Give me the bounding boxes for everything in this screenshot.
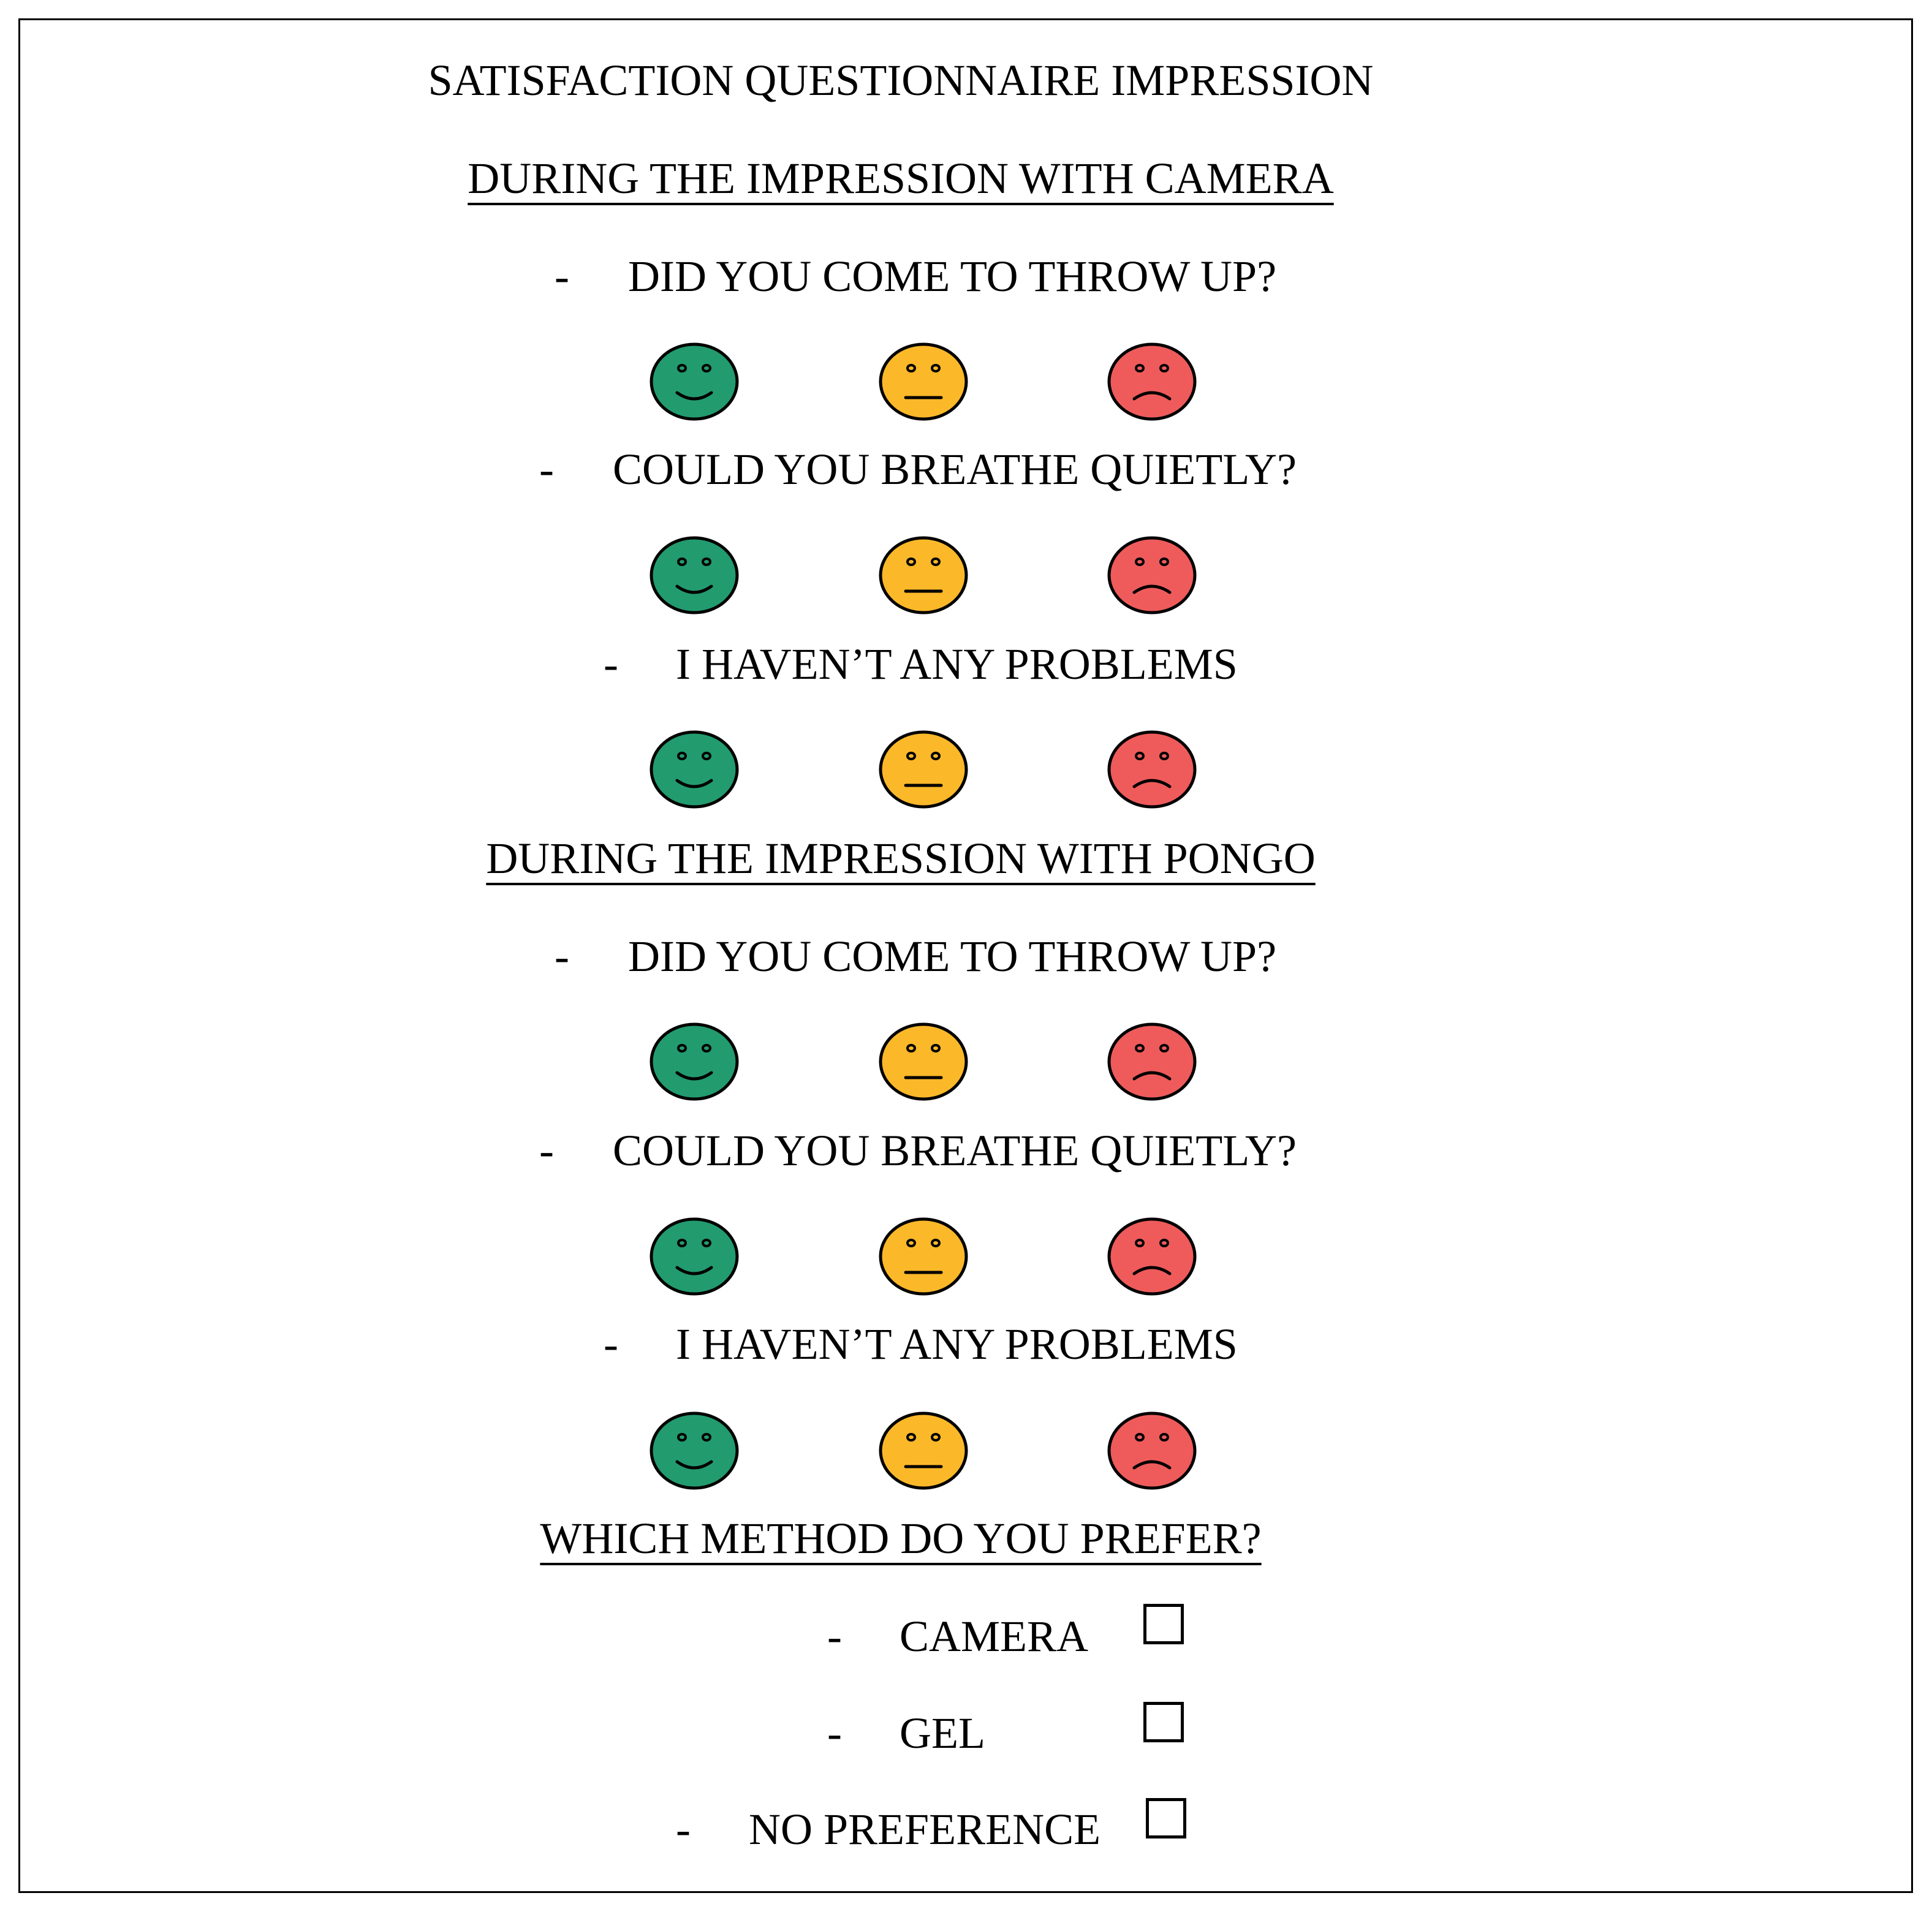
section-heading-pongo: DURING THE IMPRESSION WITH PONGO (486, 834, 1316, 883)
option-label-gel: GEL (900, 1709, 985, 1758)
happy-face-icon[interactable] (648, 1410, 740, 1491)
sad-face-icon[interactable] (1106, 1216, 1198, 1297)
option-label-no-preference: NO PREFERENCE (749, 1805, 1101, 1854)
neutral-face-icon[interactable] (877, 341, 969, 422)
question-text: COULD YOU BREATHE QUIETLY? (613, 445, 1297, 494)
happy-face-icon[interactable] (648, 535, 740, 616)
section-heading-camera: DURING THE IMPRESSION WITH CAMERA (468, 154, 1334, 203)
neutral-face-icon[interactable] (877, 729, 969, 810)
neutral-face-icon[interactable] (877, 1021, 969, 1102)
sad-face-icon[interactable] (1106, 535, 1198, 616)
checkbox-no-preference[interactable] (1146, 1798, 1186, 1838)
happy-face-icon[interactable] (648, 1216, 740, 1297)
option-label-camera: CAMERA (900, 1612, 1089, 1661)
sad-face-icon[interactable] (1106, 729, 1198, 810)
question-dash: - (539, 445, 554, 494)
question-dash: - (604, 1320, 618, 1369)
neutral-face-icon[interactable] (877, 535, 969, 616)
question-dash: - (555, 252, 569, 301)
question-text: DID YOU COME TO THROW UP? (628, 932, 1277, 981)
question-text: COULD YOU BREATHE QUIETLY? (613, 1126, 1297, 1175)
question-text: DID YOU COME TO THROW UP? (628, 252, 1277, 301)
option-dash: - (827, 1709, 842, 1758)
question-dash: - (539, 1126, 554, 1175)
questionnaire-title: SATISFACTION QUESTIONNAIRE IMPRESSION (428, 56, 1374, 105)
checkbox-camera[interactable] (1143, 1604, 1184, 1644)
question-dash: - (555, 932, 569, 981)
option-dash: - (676, 1805, 691, 1854)
happy-face-icon[interactable] (648, 1021, 740, 1102)
question-text: I HAVEN’T ANY PROBLEMS (676, 1320, 1238, 1369)
sad-face-icon[interactable] (1106, 1021, 1198, 1102)
option-dash: - (827, 1612, 842, 1661)
question-text: I HAVEN’T ANY PROBLEMS (676, 640, 1238, 689)
checkbox-gel[interactable] (1143, 1702, 1184, 1742)
preference-heading: WHICH METHOD DO YOU PREFER? (540, 1514, 1262, 1563)
happy-face-icon[interactable] (648, 729, 740, 810)
neutral-face-icon[interactable] (877, 1216, 969, 1297)
question-dash: - (604, 640, 618, 689)
sad-face-icon[interactable] (1106, 341, 1198, 422)
neutral-face-icon[interactable] (877, 1410, 969, 1491)
happy-face-icon[interactable] (648, 341, 740, 422)
sad-face-icon[interactable] (1106, 1410, 1198, 1491)
